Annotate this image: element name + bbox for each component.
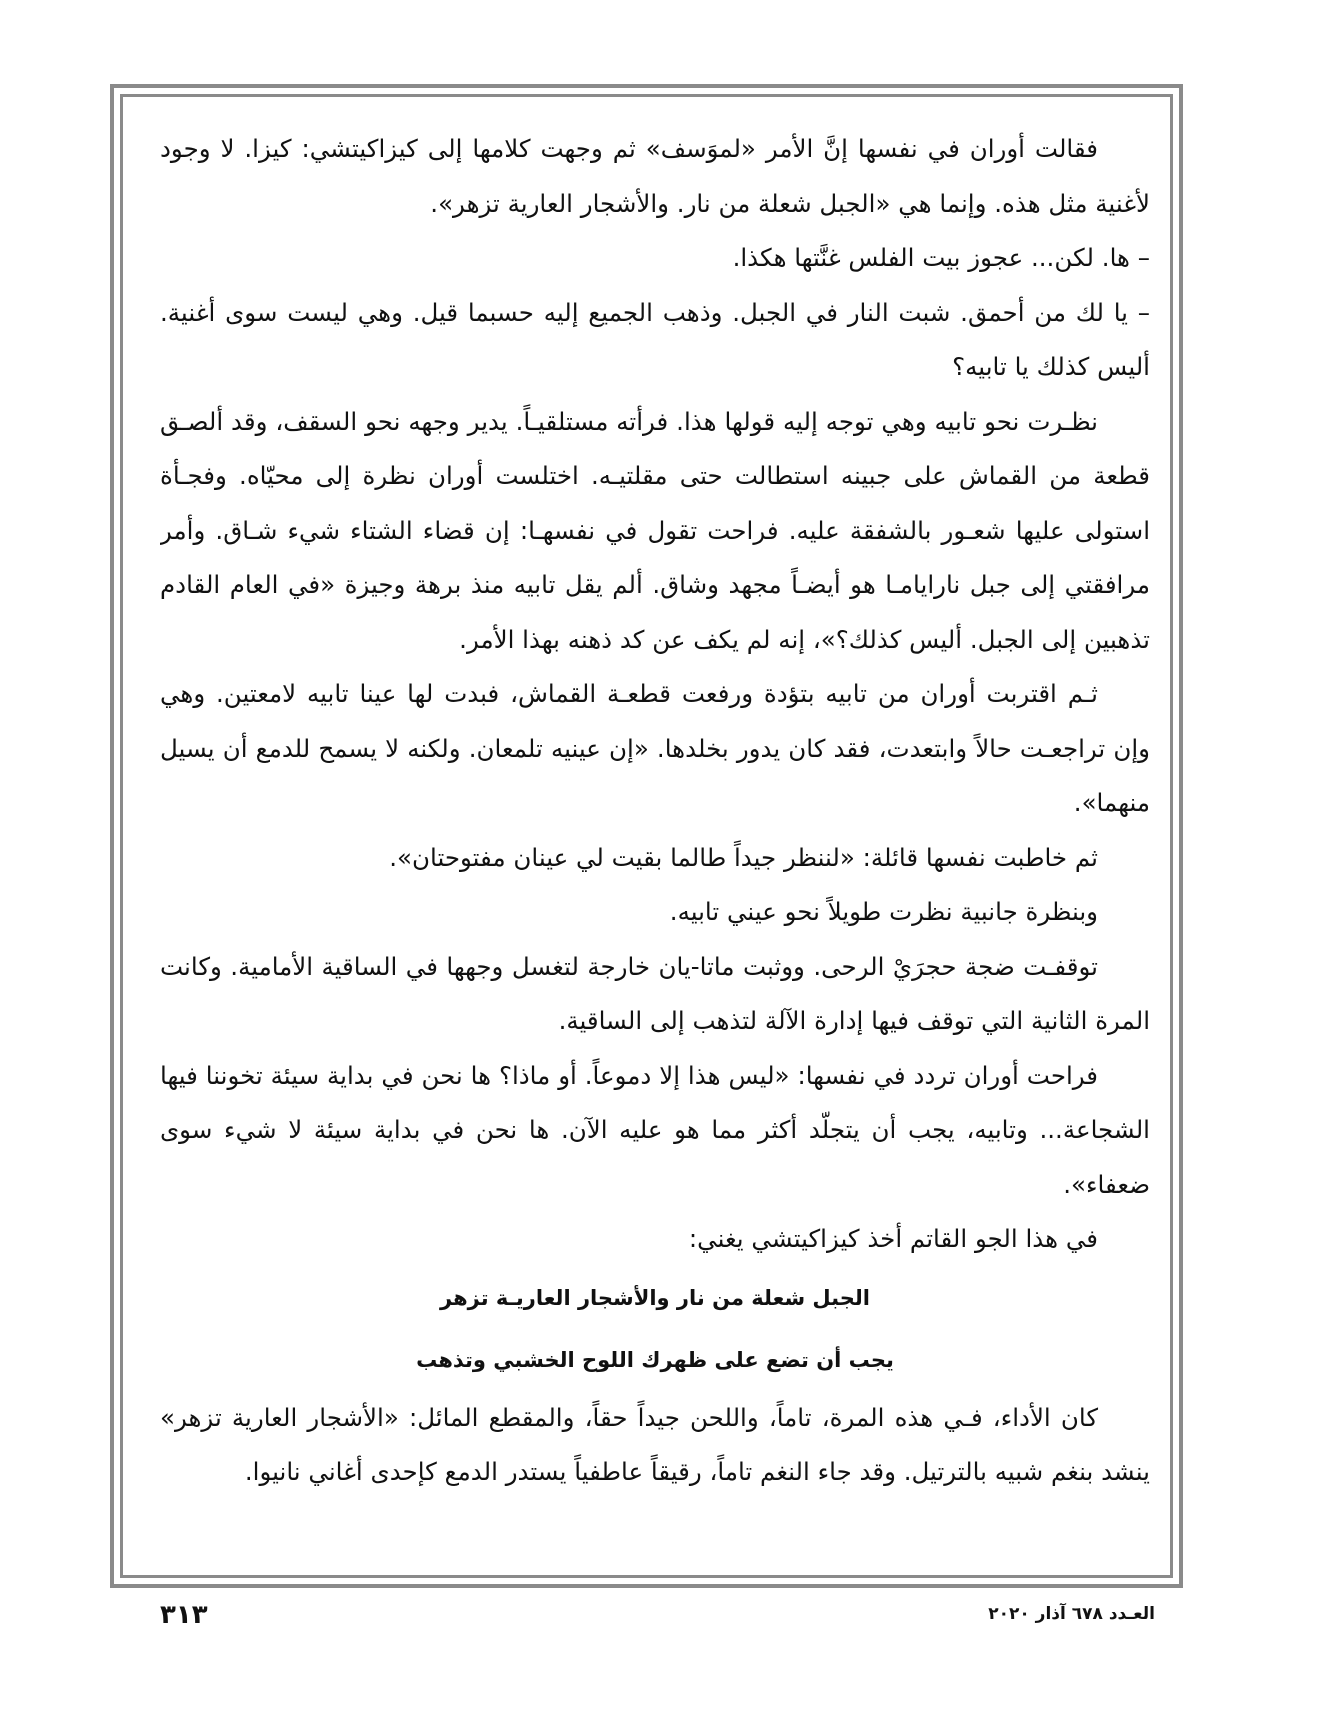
paragraph: فراحت أوران تردد في نفسها: «ليس هذا إلا دموعاً. أو ماذا؟ ها نحن في بداية سيئة تخوننا فيها الشجاعة... وتابيه، يجب أن يتجلّد أكثر مما هو عليه الآن. ها نحن في بداية سيئة لا شيء سوى ضعفاء».: [160, 1060, 1150, 1199]
paragraph: ثـم اقتربت أوران من تابيه بتؤدة ورفعت قطعـة القماش، فبدت لها عينا تابيه لامعتين. وهي وإن تراجعـت حالاً وابتعدت، فقد كان يدور بخلدها. «إن عينيه تلمعان. ولكنه لا يسمح للدمع أن يسيل منهما».: [160, 679, 1150, 817]
page-number: ٣١٣: [160, 1600, 208, 1630]
dialogue-line: – يا لك من أحمق. شبت النار في الجبل. وذهب الجميع إليه حسبما قيل. وهي ليست سوى أغنية. أليس كذلك يا تابيه؟: [160, 297, 1150, 381]
paragraph: توقفـت ضجة حجرَيْ الرحى. ووثبت ماتا-يان خارجة لتغسل وجهها في الساقية الأمامية. وكانت المرة الثانية التي توقف فيها إدارة الآلة لتذهب إلى الساقية.: [160, 951, 1150, 1035]
dialogue-line: – ها. لكن... عجوز بيت الفلس غنَّتها هكذا.: [732, 243, 1150, 272]
article-body: [160, 122, 1150, 1562]
paragraph: فقالت أوران في نفسها إنَّ الأمر «لموَسف» ثم وجهت كلامها إلى كيزاكيتشي: كيزا. لا وجود لأغنية مثل هذه. وإنما هي «الجبل شعلة من نار. والأشجار العارية تزهر».: [160, 134, 1150, 218]
paragraph: ثم خاطبت نفسها قائلة: «لننظر جيداً طالما بقيت لي عينان مفتوحتان».: [389, 842, 1098, 872]
paragraph: في هذا الجو القاتم أخذ كيزاكيتشي يغني:: [688, 1224, 1098, 1253]
paragraph: كان الأداء، فـي هذه المرة، تاماً، واللحن جيداً حقاً، والمقطع المائل: «الأشجار العارية تزهر» ينشد بنغم شبيه بالترتيل. وقد جاء النغم تاماً، رقيقاً عاطفياً يستدر الدمع كإحدى أغاني نانيوا.: [160, 1402, 1150, 1486]
song-verse: يجب أن تضع على ظهرك اللوح الخشبي وتذهب: [416, 1347, 894, 1372]
paragraph: نظـرت نحو تابيه وهي توجه إليه قولها هذا. فرأته مستلقيـاً. يدير وجهه نحو السقف، وقد ألصـق قطعة من القماش على جبينه استطالت حتى مقلتيـه. اختلست أوران نظرة إلى محيّاه. وفجـأة استولى عليها شعـور بالشفقة عليه. فراحت تقول في نفسهـا: إن قضاء الشتاء شيء شـاق. وأمر مرافقتي إلى جبل نارايامـا هو أيضـاً مجهد وشاق. ألم يقل تابيه منذ برهة وجيزة «في العام القادم تذهبين إلى الجبل. أليس كذلك؟»، إنه لم يكف عن كد ذهنه بهذا الأمر.: [160, 406, 1150, 654]
issue-info: العـدد ٦٧٨ آذار ٢٠٢٠: [988, 1604, 1155, 1624]
song-verse: الجبل شعلة من نار والأشجار العاريـة تزهر: [440, 1285, 870, 1310]
paragraph: وبنظرة جانبية نظرت طويلاً نحو عيني تابيه.: [669, 897, 1098, 926]
